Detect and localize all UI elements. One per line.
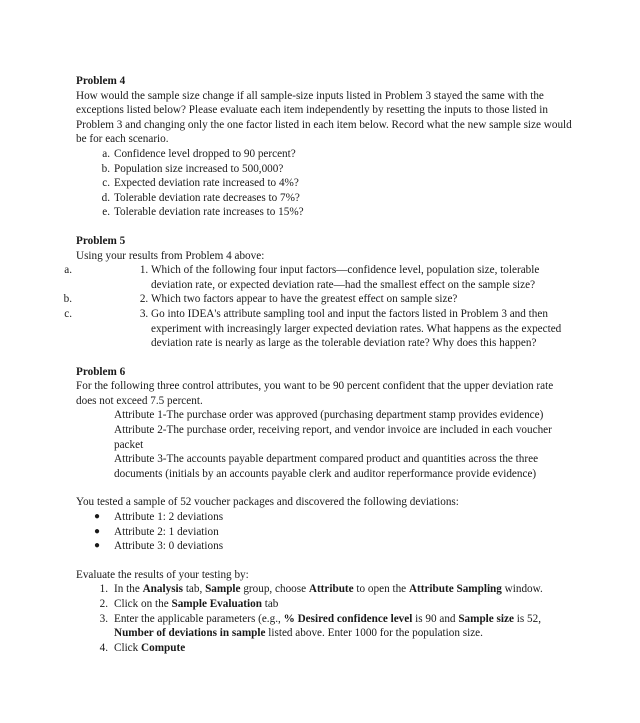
list-item-text: Which two factors appear to have the greatest effect on sample size?: [151, 293, 458, 306]
problem-6-intro: For the following three control attributes, you want to be 90 percent confident that the upper deviation rate does not exceed 7.5 percent.: [76, 380, 554, 407]
step-bold: Sample size: [458, 612, 514, 625]
list-marker: a.: [102, 147, 110, 160]
step-text: Click on the: [114, 598, 172, 610]
problem-5-intro: Using your results from Problem 4 above:: [76, 249, 265, 262]
problem-4-section: [76, 74, 576, 220]
step-text: Enter the applicable parameters (e.g.,: [114, 612, 284, 625]
list-item: [94, 510, 576, 525]
step-text: In the: [114, 583, 143, 596]
list-item: [99, 612, 576, 641]
list-marker: 3.: [99, 612, 108, 625]
list-marker: e.: [102, 206, 110, 219]
step-bold: Attribute: [308, 583, 354, 596]
bullet-icon: ●: [94, 540, 101, 552]
list-item: [101, 191, 576, 206]
step-text: Click: [114, 641, 142, 654]
list-item-text: Expected deviation rate increased to 4%?: [114, 177, 299, 190]
step-bold: Sample: [205, 583, 241, 596]
list-marker: 1.: [99, 583, 108, 596]
problem-4-intro: How would the sample size change if all sample-size inputs listed in Problem 3 stayed the same with the exceptions listed below? Please evaluate each item independently by resetting the inputs to those listed in Problem 3 and changing only the one factor listed in each item below. Record what the new sample size would be for each scenario.: [76, 89, 572, 146]
bullet-icon: ●: [94, 525, 101, 537]
step-bold: Attribute Sampling: [408, 583, 502, 596]
list-item-text: Attribute 2: 1 deviation: [114, 525, 219, 538]
list-item: [102, 147, 576, 162]
attribute-item: Attribute 1-The purchase order was approved (purchasing department stamp provides evidence): [114, 409, 544, 422]
problem-6-heading: Problem 6: [76, 365, 126, 378]
list-marker: 2. b.: [63, 293, 72, 306]
step-bold: % Desired confidence level: [283, 612, 413, 625]
list-item: [64, 307, 576, 351]
list-item-text: Attribute 1: 2 deviations: [114, 511, 224, 524]
problem-6-section: [76, 365, 576, 656]
list-item: [63, 292, 576, 307]
bullet-icon: ●: [94, 511, 101, 523]
tested-sample-text: You tested a sample of 52 voucher packages and discovered the following deviations:: [76, 496, 459, 509]
list-item: [101, 162, 576, 177]
step-bold: Compute: [141, 641, 186, 654]
step-text: window.: [501, 583, 543, 596]
evaluate-intro: Evaluate the results of your testing by:: [76, 568, 249, 581]
document-body: [63, 74, 576, 655]
step-text: group, choose: [240, 583, 309, 596]
list-item-text: Which of the following four input factors—confidence level, population size, tolerable deviation rate, or expected deviation rate—had the smallest effect on the sample size?: [151, 264, 540, 291]
list-marker: c.: [102, 177, 110, 190]
attribute-list: [114, 408, 576, 481]
list-item: [99, 597, 576, 612]
step-bold: Analysis: [142, 583, 184, 596]
list-marker: b.: [101, 162, 110, 175]
step-bold: Sample Evaluation: [171, 598, 262, 610]
step-text: tab,: [183, 583, 206, 596]
list-marker: 3. c.: [64, 307, 72, 320]
list-marker: d.: [101, 191, 110, 204]
list-item: [102, 176, 576, 191]
list-item: [102, 205, 576, 220]
list-item-text: Go into IDEA's attribute sampling tool and input the factors listed in Problem 3 and then experiment with increasingly larger expected deviation rates. What happens as the expected deviation rate is nearly as large as the tolerable deviation rate? Why does this happen?: [151, 307, 562, 350]
deviation-list: [94, 510, 576, 554]
list-item: [99, 582, 576, 597]
problem-4-heading: Problem 4: [76, 75, 126, 87]
list-marker: 2.: [99, 598, 108, 610]
list-item-text: Confidence level dropped to 90 percent?: [114, 147, 296, 160]
attribute-item: Attribute 3-The accounts payable department compared product and quantities across the three documents (initials by an accounts payable clerk and auditor reperformance provide evidence): [114, 453, 539, 480]
list-item: [99, 641, 576, 656]
list-item-text: Tolerable deviation rate increases to 15%?: [114, 206, 304, 219]
list-marker: 1. a.: [64, 264, 72, 277]
step-text: is 52,: [513, 612, 541, 625]
step-text: tab: [261, 598, 279, 610]
problem-5-section: [63, 234, 576, 351]
list-item: [94, 525, 576, 540]
list-item-text: Population size increased to 500,000?: [114, 162, 284, 175]
list-item: [64, 263, 576, 292]
step-text: listed above. Enter 1000 for the population size.: [265, 627, 483, 640]
attribute-item: Attribute 2-The purchase order, receiving report, and vendor invoice are included in each voucher packet: [114, 424, 552, 451]
step-text: to open the: [353, 583, 409, 596]
list-item-text: Attribute 3: 0 deviations: [114, 540, 224, 553]
list-marker: 4.: [99, 641, 108, 654]
steps-list: [99, 582, 576, 655]
problem-5-heading: Problem 5: [76, 234, 126, 247]
list-item: [94, 539, 576, 554]
problem-4-list: [101, 147, 576, 220]
list-item-text: Tolerable deviation rate decreases to 7%?: [114, 191, 300, 204]
step-bold: Number of deviations in sample: [114, 627, 266, 640]
step-text: is 90 and: [412, 612, 459, 625]
problem-5-list: [63, 263, 576, 351]
